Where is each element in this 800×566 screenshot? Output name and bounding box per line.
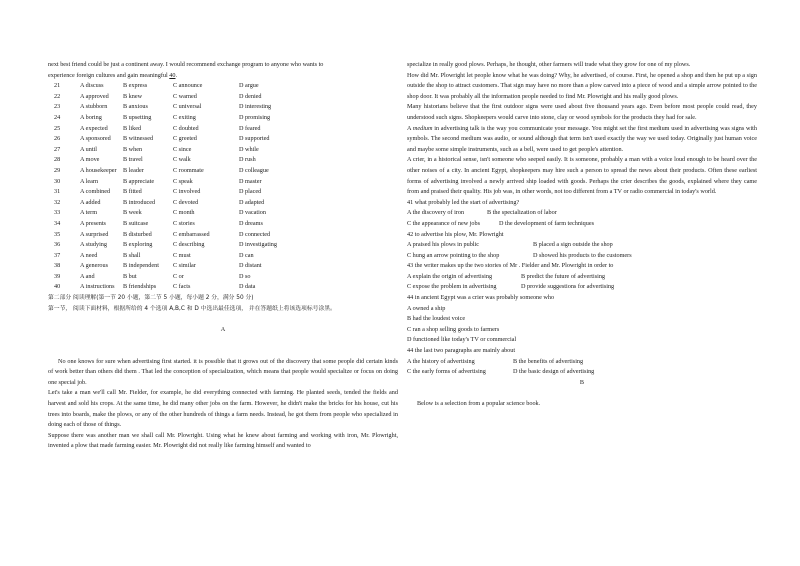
question-number: 29 xyxy=(54,166,61,174)
option-b: B when xyxy=(123,145,143,153)
option-b: B introduced xyxy=(123,198,156,206)
cloze-options xyxy=(48,81,398,293)
question-44: 44 in ancient Egypt was a crier was probably someone who xyxy=(407,294,555,302)
option-c: C since xyxy=(173,145,192,153)
question-number: 34 xyxy=(54,219,61,227)
option-a: A housekeeper xyxy=(80,166,117,174)
option-b: B fitted xyxy=(123,188,142,196)
question-number: 38 xyxy=(54,262,61,270)
option-42-d: D showed his products to the customers xyxy=(533,251,632,259)
question-45-options-ab xyxy=(407,357,757,368)
option-row xyxy=(48,251,398,262)
option-41-c: C the appearance of new jobs xyxy=(407,219,481,227)
passage-a-paragraph-7: A medium in advertising talk is the way you communicate your message. You might set the first medium used in advertising was signs with symbols. The second medium was audio, or sound although that term isn't used exactly the way we used today. Originally just human voice and maybe some simple instruments, such as a bell, were used to get people's attention. xyxy=(407,124,757,153)
option-41-d: D the development of farm techniques xyxy=(499,219,595,227)
option-b: B exploring xyxy=(123,241,153,249)
option-d: D data xyxy=(239,283,256,291)
option-d: D interesting xyxy=(239,103,272,111)
option-d: D dreams xyxy=(239,219,263,227)
option-a: A boring xyxy=(80,113,102,121)
option-row xyxy=(48,92,398,103)
option-c: C roommate xyxy=(173,166,204,174)
option-a: A studying xyxy=(80,241,107,249)
option-b: B shall xyxy=(123,251,141,259)
option-c: C or xyxy=(173,272,184,280)
question-number: 36 xyxy=(54,241,61,249)
option-45-c: C the early forms of advertising xyxy=(407,368,486,376)
question-number: 21 xyxy=(54,82,61,90)
question-43-options-cd xyxy=(407,282,757,293)
option-row xyxy=(48,81,398,92)
option-d: D argue xyxy=(239,82,259,90)
question-number: 37 xyxy=(54,251,61,259)
option-c: C involved xyxy=(173,188,201,196)
option-42-a: A praised his plows in public xyxy=(407,241,480,249)
option-c: C month xyxy=(173,209,195,217)
option-b: B but xyxy=(123,272,137,280)
option-row xyxy=(48,272,398,283)
question-41: 41 what probably led the start of advertising? xyxy=(407,198,520,206)
option-d: D vacation xyxy=(239,209,266,217)
option-43-a: A explain the origin of advertising xyxy=(407,272,493,280)
option-b: B leader xyxy=(123,166,144,174)
option-d: D denied xyxy=(239,92,262,100)
question-43: 43 the writer makes up the two stories of Mr . Fielder and Mr. Plowright in order to xyxy=(407,262,614,270)
option-d: D can xyxy=(239,251,254,259)
option-b: B week xyxy=(123,209,142,217)
option-c: C must xyxy=(173,251,191,259)
question-number: 39 xyxy=(54,272,61,280)
section-header: 第二部分 阅读理解(第一节 20 小题，第二节 5 小题，每小题 2 分，满分 50 分) xyxy=(48,295,254,302)
intro-line-2: experience foreign cultures and gain meaningful 40. xyxy=(48,71,178,79)
question-number: 25 xyxy=(54,124,61,132)
question-number: 33 xyxy=(54,209,61,217)
passage-a-paragraph-1: No one knows for sure when advertising first started. it is possible that it grows out of the discovery that some people did certain kinds of work better than others did them . That led the conception of specialization, which means that people would specialize or focus on doing one special job. xyxy=(48,357,398,386)
option-44-b: B had the loudest voice xyxy=(407,315,466,323)
option-b: B anxious xyxy=(123,103,148,111)
option-d: D colleague xyxy=(239,166,269,174)
option-d: D supported xyxy=(239,135,270,143)
question-45-options-cd xyxy=(407,367,757,378)
option-d: D feared xyxy=(239,124,261,132)
question-number: 24 xyxy=(54,113,61,121)
passage-a-paragraph-6: Many historians believe that the first outdoor signs were used about five thousand years ago. Even before most people could read, they understood such signs. Shopkeepers would carve into stone, clay or wood symbols for the products they had for sale. xyxy=(407,103,757,121)
option-c: C stories xyxy=(173,219,195,227)
option-row xyxy=(48,134,398,145)
option-row xyxy=(48,102,398,113)
question-42-options-ab xyxy=(407,240,757,251)
option-row xyxy=(48,198,398,209)
option-row xyxy=(48,240,398,251)
passage-letter-b: B xyxy=(579,378,585,386)
option-row xyxy=(48,219,398,230)
option-a: A learn xyxy=(80,177,99,185)
option-a: A combined xyxy=(80,188,111,196)
question-number: 23 xyxy=(54,103,61,111)
option-a: A generous xyxy=(80,262,109,270)
option-a: A and xyxy=(80,272,95,280)
option-a: A added xyxy=(80,198,101,206)
passage-b-intro: Below is a selection from a popular science book. xyxy=(417,400,541,407)
option-c: C walk xyxy=(173,156,191,164)
intro-line-1: next best friend could be just a continent away. I would recommend exchange program to anyone who wants to xyxy=(48,61,324,68)
option-a: A surprised xyxy=(80,230,109,238)
option-41-a: A the discovery of iron xyxy=(407,209,465,217)
option-row xyxy=(48,177,398,188)
option-a: A stubborn xyxy=(80,103,108,111)
option-d: D adapted xyxy=(239,198,265,206)
question-number: 27 xyxy=(54,145,61,153)
question-42: 42 to advertise his plow, Mr. Plowright xyxy=(407,230,504,238)
option-a: A presents xyxy=(80,219,106,227)
option-d: D distant xyxy=(239,262,262,270)
left-column xyxy=(48,60,398,452)
option-a: A term xyxy=(80,209,98,217)
question-number: 28 xyxy=(54,156,61,164)
option-d: D while xyxy=(239,145,259,153)
question-number: 35 xyxy=(54,230,61,238)
passage-letter-a: A xyxy=(220,325,226,333)
question-42-options-cd xyxy=(407,251,757,262)
option-c: C similar xyxy=(173,262,196,270)
option-b: B witnessed xyxy=(123,135,154,143)
option-a: A instructions xyxy=(80,283,115,291)
option-d: D placed xyxy=(239,188,262,196)
option-b: B friendships xyxy=(123,283,157,291)
option-c: C describing xyxy=(173,241,205,249)
option-42-c: C hung an arrow pointing to the shop xyxy=(407,251,500,259)
option-b: B liked xyxy=(123,124,142,132)
option-43-b: B predict the future of advertising xyxy=(521,272,606,280)
option-d: D connected xyxy=(239,230,271,238)
option-c: C greeted xyxy=(173,135,197,143)
option-a: A approved xyxy=(80,92,109,100)
section-instructions: 第一节， 阅读下面材料，根据所给的 4 个选项 A,B,C 和 D 中选出最佳选项， 并在答题纸上将该选项标号涂黑。 xyxy=(48,305,336,312)
option-a: A expected xyxy=(80,124,108,132)
question-43-options-ab xyxy=(407,272,757,283)
option-d: D master xyxy=(239,177,262,185)
question-45: 44 the last two paragraphs are mainly about xyxy=(407,347,516,355)
option-row xyxy=(48,166,398,177)
option-b: B independent xyxy=(123,262,159,270)
option-d: D rush xyxy=(239,156,256,164)
option-c: C devoted xyxy=(173,198,199,206)
option-45-a: A the history of advertising xyxy=(407,357,475,365)
blank-40: 40 xyxy=(169,71,176,79)
option-b: B upsetting xyxy=(123,113,152,121)
medium-term: medium xyxy=(412,124,433,132)
option-row xyxy=(48,124,398,135)
question-number: 31 xyxy=(54,188,61,196)
option-b: B appreciate xyxy=(123,177,155,185)
passage-a-paragraph-2: Let's take a man we'll call Mr. Fielder, for example, he did everything connected with farming. He planted seeds, tended the fields and harvest and sold his crops. At the same time, he did many other jobs on the farm. However, he didn't make the bricks for his house, cut his trees into boards, make the plows, or any of the other hundreds of things a farm needs. Instead, he got them from people who specialized in doing each of those of things. xyxy=(48,389,398,429)
question-number: 32 xyxy=(54,198,61,206)
option-b: B disturbed xyxy=(123,230,152,238)
passage-a-paragraph-8: A crier, in a historical sense, isn't someone who seeped easily. It is someone, probably a man with a voice loud enough to be heard over the other noises of a city. In ancient Egypt, shopkeepers may hire such a person to spread the news about their products. Often these earliest forms of advertising involved a newly arrived ship loaded with goods. Perhaps the crier describes the goods, explained where they came from and praised their quality. His job was, in other words, not too different from a TV or radio commercial in today's world. xyxy=(407,156,757,196)
option-row xyxy=(48,155,398,166)
option-44-a: A owned a ship xyxy=(407,304,446,312)
option-b: B express xyxy=(123,82,148,90)
option-d: D promising xyxy=(239,113,271,121)
option-row xyxy=(48,230,398,241)
option-42-b: B placed a sign outside the shop xyxy=(533,241,613,249)
option-c: C warned xyxy=(173,92,197,100)
option-43-c: C expose the problem in advertising xyxy=(407,283,497,291)
option-row xyxy=(48,282,398,293)
option-44-d: D functioned like today's TV or commercial xyxy=(407,336,517,344)
option-b: B travel xyxy=(123,156,143,164)
option-a: A discuss xyxy=(80,82,104,90)
option-c: C embarrassed xyxy=(173,230,210,238)
question-number: 22 xyxy=(54,92,61,100)
option-row xyxy=(48,208,398,219)
option-a: A move xyxy=(80,156,100,164)
passage-a-paragraph-3: Suppose there was another man we shall call Mr. Plowright. Using what he knew about farming and working with iron, Mr. Plowright, invented a plow that made farming easier. Mr. Plowright did not really like farming himself and wanted to xyxy=(48,431,398,450)
option-43-d: D provide suggestions for advertising xyxy=(521,283,615,291)
option-45-d: D the basic design of advertising xyxy=(513,368,595,376)
option-45-b: B the benefits of advertising xyxy=(513,357,584,365)
option-row xyxy=(48,113,398,124)
option-a: A sponsored xyxy=(80,135,111,143)
option-d: D investigating xyxy=(239,241,277,249)
passage-a-paragraph-5: How did Mr. Plowright let people know what he was doing? Why, he advertised, of course. First, he opened a shop and then he put up a sign outside the shop to attract customers. That sign may have no more than a plow carved into a piece of wood and a simple arrow pointed to the shop door. It was probably all the information people needed to find Mr. Plowright and his really good plows. xyxy=(407,71,757,100)
option-c: C universal xyxy=(173,103,202,111)
option-row xyxy=(48,261,398,272)
option-41-b: B the specialization of labor xyxy=(487,209,557,217)
question-41-options-ab xyxy=(407,208,757,219)
question-number: 30 xyxy=(54,177,61,185)
option-d: D so xyxy=(239,272,251,280)
question-41-options-cd xyxy=(407,219,757,230)
option-row xyxy=(48,187,398,198)
passage-a-paragraph-4: specialize in really good plows. Perhaps, he thought, other farmers will trade what they grow for one of my plows. xyxy=(407,61,691,68)
option-a: A need xyxy=(80,251,98,259)
option-b: B knew xyxy=(123,92,143,100)
question-number: 26 xyxy=(54,135,61,143)
option-a: A until xyxy=(80,145,98,153)
option-c: C speak xyxy=(173,177,193,185)
option-row xyxy=(48,145,398,156)
question-number: 40 xyxy=(54,283,61,291)
right-column xyxy=(407,60,757,410)
option-44-c: C ran a shop selling goods to farmers xyxy=(407,325,500,333)
option-c: C exiting xyxy=(173,113,196,121)
option-c: C doubted xyxy=(173,124,199,132)
option-c: C announce xyxy=(173,82,203,90)
option-b: B suitcase xyxy=(123,219,149,227)
option-c: C facts xyxy=(173,283,191,291)
